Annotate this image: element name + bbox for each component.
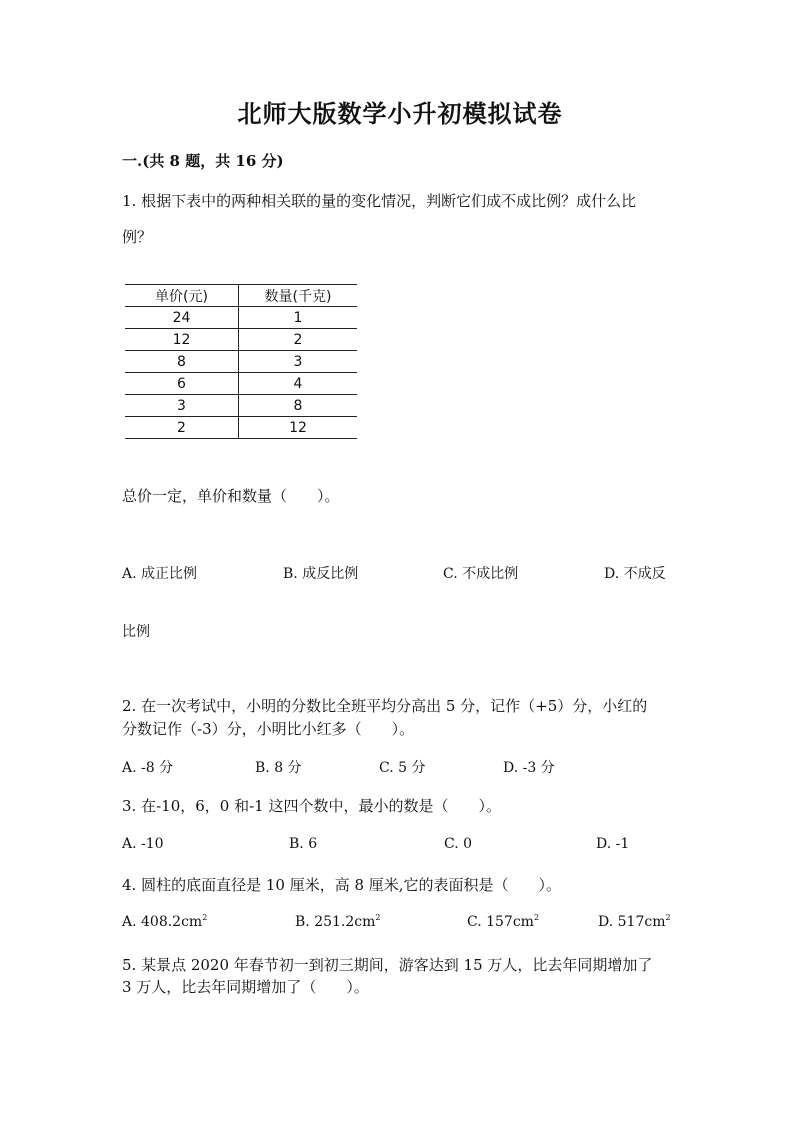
question-2-option-a[interactable]: A. -8 分 [122, 760, 174, 776]
section-header: 一.(共 8 题，共 16 分) [122, 152, 284, 170]
page-title: 北师大版数学小升初模拟试卷 [237, 99, 563, 128]
price-quantity-table [125, 284, 357, 439]
question-3-option-b[interactable]: B. 6 [289, 836, 318, 852]
question-1-option-b[interactable]: B. 成反比例 [283, 566, 359, 582]
question-1-statement: 总价一定，单价和数量（ ）。 [122, 487, 340, 505]
question-1-option-c[interactable]: C. 不成比例 [443, 566, 519, 582]
question-5-text-line2: 3 万人，比去年同期增加了（ ）。 [122, 978, 369, 996]
unit-superscript: 2 [202, 913, 208, 922]
option-text: D. 517cm [598, 914, 666, 930]
question-2-option-c[interactable]: C. 5 分 [379, 760, 426, 776]
question-2-option-b[interactable]: B. 8 分 [255, 760, 302, 776]
question-1-option-a[interactable]: A. 成正比例 [122, 566, 198, 582]
table-cell: 8 [239, 395, 358, 417]
table-header-cell: 单价(元) [125, 285, 239, 307]
question-4-option-a[interactable] [122, 913, 207, 930]
table-cell: 24 [125, 307, 239, 329]
table-cell: 3 [239, 351, 358, 373]
question-3-option-c[interactable]: C. 0 [444, 836, 473, 852]
unit-superscript: 2 [533, 913, 540, 922]
question-2-text-line2: 分数记作（-3）分，小明比小红多（ ）。 [122, 720, 415, 738]
question-2-text-line1: 2. 在一次考试中，小明的分数比全班平均分高出 5 分，记作（+5）分，小红的 [122, 697, 648, 715]
table-cell: 8 [125, 351, 239, 373]
question-3-option-d[interactable]: D. -1 [596, 836, 630, 852]
option-text: C. 157cm [467, 914, 534, 930]
unit-superscript: 2 [375, 913, 381, 922]
unit-superscript: 2 [665, 913, 671, 922]
table-row [125, 417, 357, 439]
table-cell: 1 [239, 307, 358, 329]
question-4-option-b[interactable] [295, 913, 380, 930]
table-header-row [125, 285, 357, 307]
table-row [125, 373, 357, 395]
question-1-option-d[interactable]: D. 不成反 [604, 566, 666, 582]
option-text: B. 251.2cm [295, 914, 376, 930]
table-row [125, 329, 357, 351]
table-row [125, 351, 357, 373]
question-5-text-line1: 5. 某景点 2020 年春节初一到初三期间，游客达到 15 万人，比去年同期增加了 [122, 956, 653, 974]
table-row [125, 307, 357, 329]
question-3-option-a[interactable]: A. -10 [122, 836, 164, 852]
question-4-option-c[interactable] [467, 913, 539, 930]
table-cell: 4 [239, 373, 358, 395]
table-cell: 12 [125, 329, 239, 351]
option-text: A. 408.2cm [122, 914, 203, 930]
table-row [125, 395, 357, 417]
table-cell: 3 [125, 395, 239, 417]
question-1-option-d-wrap: 比例 [122, 624, 150, 640]
question-4-text: 4. 圆柱的底面直径是 10 厘米，高 8 厘米,它的表面积是（ ）。 [122, 876, 562, 894]
question-1-text-line2: 例？ [122, 228, 153, 246]
question-1-text-line1: 1. 根据下表中的两种相关联的量的变化情况，判断它们成不成比例？成什么比 [122, 192, 637, 210]
question-4-option-d[interactable] [598, 913, 671, 930]
table-cell: 2 [239, 329, 358, 351]
table-header-cell: 数量(千克) [239, 285, 358, 307]
question-2-option-d[interactable]: D. -3 分 [503, 760, 555, 776]
table-cell: 2 [125, 417, 239, 439]
table-cell: 6 [125, 373, 239, 395]
question-3-text: 3. 在-10，6，0 和-1 这四个数中，最小的数是（ ）。 [122, 797, 501, 815]
table-cell: 12 [239, 417, 358, 439]
